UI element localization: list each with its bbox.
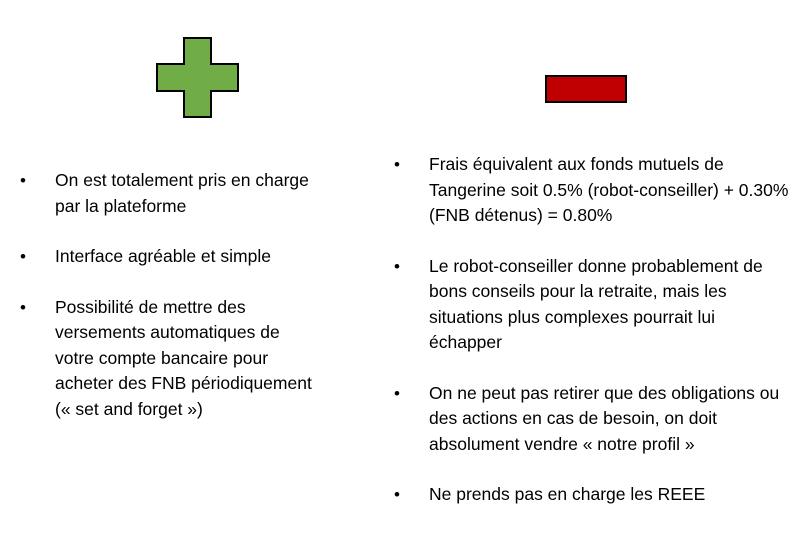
con-item: • Le robot-conseiller donne probablement de bons conseils pour la retraite, mais les situations plus complexes pourrait lui échapper	[394, 254, 790, 356]
con-item: • Frais équivalent aux fonds mutuels de Tangerine soit 0.5% (robot-conseiller) + 0.30% (FNB détenus) = 0.80%	[394, 152, 790, 229]
minus-icon	[545, 75, 627, 103]
pro-item: • On est totalement pris en charge par la plateforme	[20, 168, 320, 219]
pro-item: • Interface agréable et simple	[20, 244, 320, 270]
plus-icon	[156, 37, 239, 118]
pros-list	[20, 168, 320, 447]
pro-item: • Possibilité de mettre des versements automatiques de votre compte bancaire pour acheter des FNB périodiquement (« set and forget »)	[20, 295, 320, 423]
con-item: • Ne prends pas en charge les REEE	[394, 482, 790, 508]
cons-list	[394, 152, 790, 533]
con-item: • On ne peut pas retirer que des obligations ou des actions en cas de besoin, on doit absolument vendre « notre profil »	[394, 381, 790, 458]
